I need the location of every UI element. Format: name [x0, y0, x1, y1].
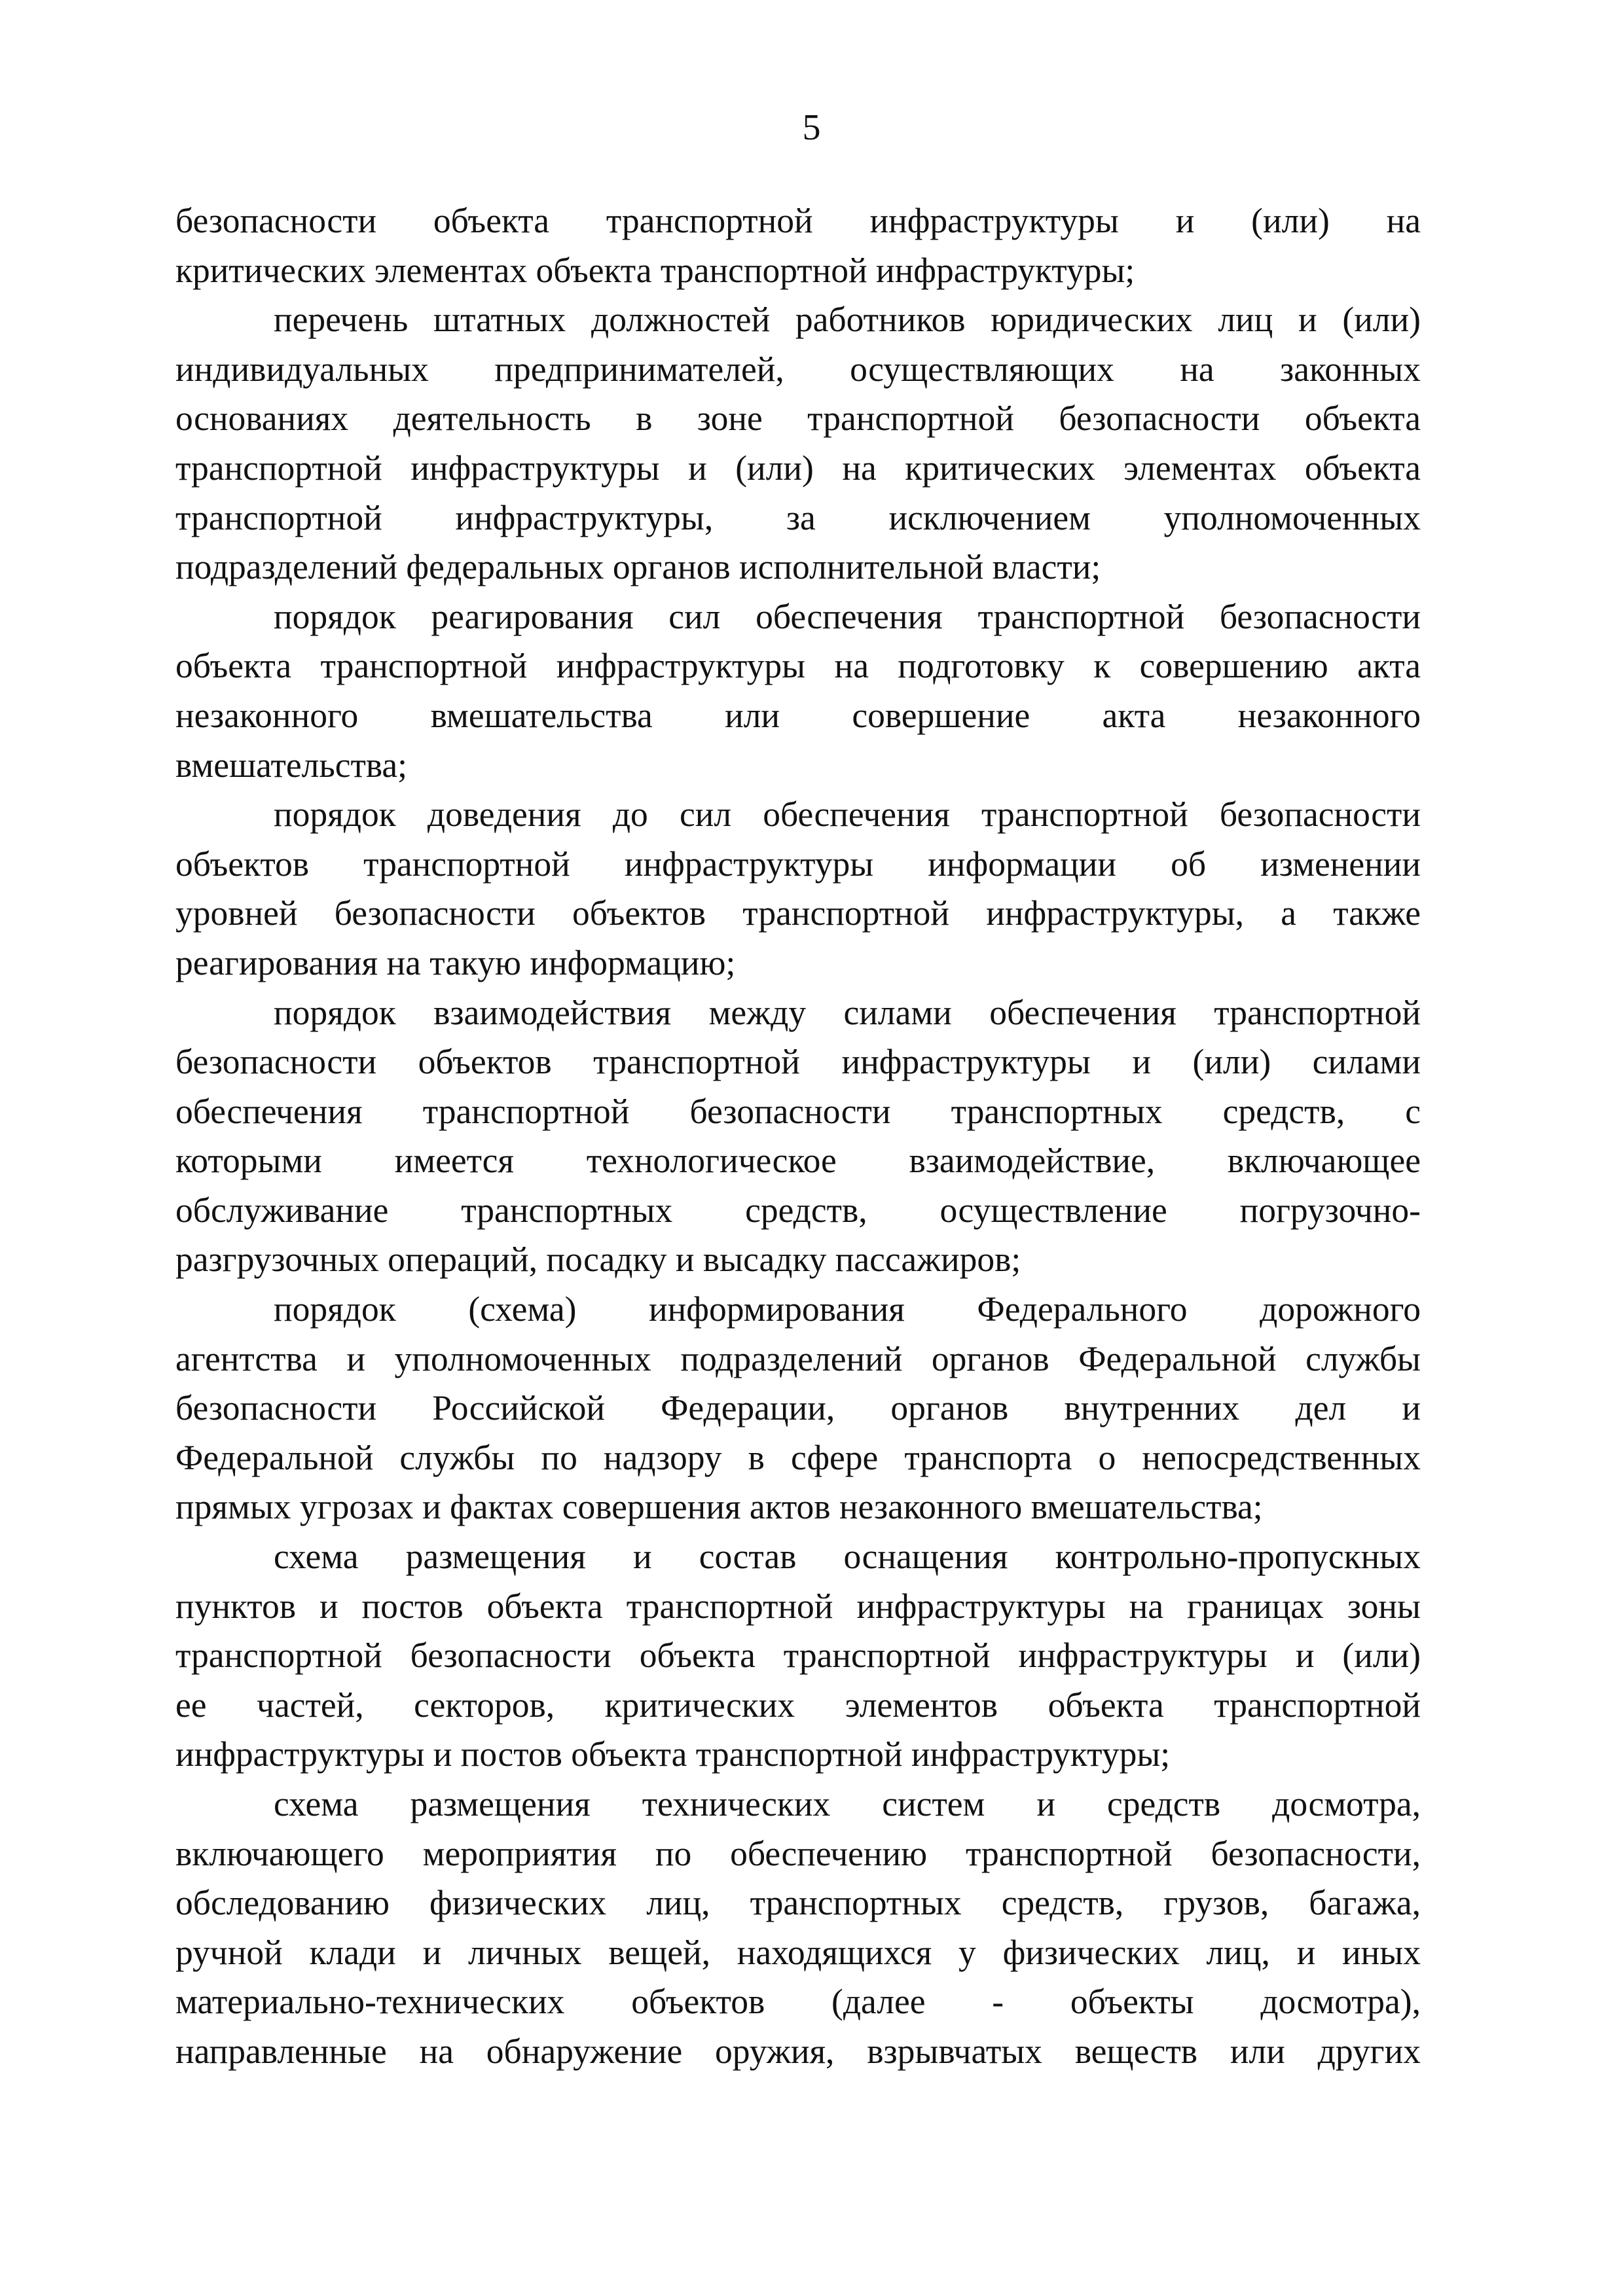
text-line: обеспечения транспортной безопасности транспортных средств, с [175, 1091, 1421, 1131]
text-line: безопасности Российской Федерации, органов внутренних дел и [175, 1388, 1421, 1428]
text-line: объекта транспортной инфраструктуры на подготовку к совершению акта [175, 646, 1421, 686]
text-line: прямых угрозах и фактах совершения актов незаконного вмешательства; [175, 1487, 1263, 1527]
text-line: материально-технических объектов (далее - объекты досмотра), [175, 1982, 1421, 2022]
paragraph-first-line: схема размещения технических систем и средств досмотра, [274, 1784, 1421, 1823]
text-line: ее частей, секторов, критических элементов объекта транспортной [175, 1685, 1421, 1725]
text-line: безопасности объектов транспортной инфраструктуры и (или) силами [175, 1042, 1421, 1082]
text-line: индивидуальных предпринимателей, осуществляющих на законных [175, 349, 1421, 389]
text-line: которыми имеется технологическое взаимодействие, включающее [175, 1141, 1421, 1181]
paragraph-first-line: схема размещения и состав оснащения контрольно-пропускных [274, 1537, 1421, 1577]
text-line: транспортной инфраструктуры и (или) на критических элементах объекта [175, 448, 1421, 488]
text-line: подразделений федеральных органов исполнительной власти; [175, 547, 1101, 587]
paragraph-first-line: порядок реагирования сил обеспечения транспортной безопасности [274, 596, 1421, 636]
text-line: транспортной безопасности объекта транспортной инфраструктуры и (или) [175, 1636, 1421, 1676]
text-line: инфраструктуры и постов объекта транспортной инфраструктуры; [175, 1734, 1171, 1774]
text-line: уровней безопасности объектов транспортной инфраструктуры, а также [175, 893, 1421, 933]
text-line: критических элементах объекта транспортной инфраструктуры; [175, 250, 1135, 290]
text-line: безопасности объекта транспортной инфраструктуры и (или) на [175, 201, 1421, 240]
paragraph-first-line: перечень штатных должностей работников юридических лиц и (или) [274, 300, 1421, 340]
text-line: обслуживание транспортных средств, осуществление погрузочно- [175, 1190, 1421, 1230]
text-line: агентства и уполномоченных подразделений органов Федеральной службы [175, 1338, 1421, 1378]
text-line: Федеральной службы по надзору в сфере транспорта о непосредственных [175, 1437, 1421, 1477]
paragraph-first-line: порядок доведения до сил обеспечения транспортной безопасности [274, 795, 1421, 834]
document-body [175, 196, 1421, 2077]
paragraph-first-line: порядок взаимодействия между силами обеспечения транспортной [274, 992, 1421, 1032]
text-line: пунктов и постов объекта транспортной инфраструктуры на границах зоны [175, 1586, 1421, 1626]
text-line: транспортной инфраструктуры, за исключением уполномоченных [175, 497, 1421, 537]
text-line: объектов транспортной инфраструктуры информации об изменении [175, 844, 1421, 884]
text-line: включающего мероприятия по обеспечению транспортной безопасности, [175, 1833, 1421, 1873]
text-line: реагирования на такую информацию; [175, 942, 736, 982]
text-line: ручной клади и личных вещей, находящихся у физических лиц, и иных [175, 1932, 1421, 1972]
text-line: разгрузочных операций, посадку и высадку пассажиров; [175, 1240, 1021, 1280]
paragraph-first-line: порядок (схема) информирования Федерального дорожного [274, 1289, 1421, 1329]
text-line: незаконного вмешательства или совершение акта незаконного [175, 695, 1421, 735]
text-line: направленные на обнаружение оружия, взрывчатых веществ или других [175, 2031, 1421, 2071]
page-number: 5 [802, 107, 821, 148]
text-line: вмешательства; [175, 745, 408, 785]
text-line: основаниях деятельность в зоне транспортной безопасности объекта [175, 399, 1421, 439]
text-line: обследованию физических лиц, транспортных средств, грузов, багажа, [175, 1883, 1421, 1923]
